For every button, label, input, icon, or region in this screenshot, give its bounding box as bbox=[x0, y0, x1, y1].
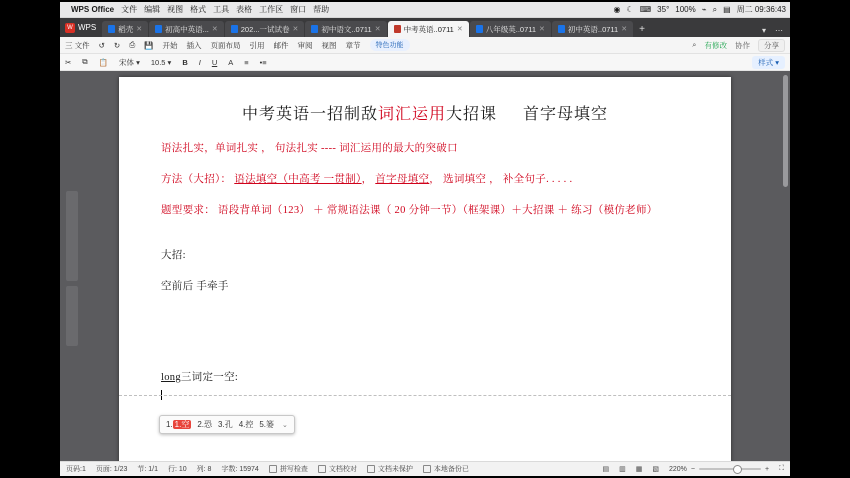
undo-icon[interactable]: ↺ bbox=[98, 40, 105, 50]
menu-edit[interactable]: 编辑 bbox=[144, 5, 161, 14]
suggestion-item-1[interactable]: 1. 1.空 bbox=[166, 420, 190, 429]
line6-rest: 三词定一空: bbox=[180, 372, 239, 383]
suggestion-item-4[interactable]: 4.控 bbox=[238, 420, 254, 429]
close-icon[interactable]: ✕ bbox=[456, 26, 463, 33]
document-canvas[interactable] bbox=[60, 71, 790, 461]
title-part2: 大招课 bbox=[446, 106, 498, 123]
backup-status[interactable] bbox=[423, 464, 469, 474]
spellcheck-icon bbox=[269, 465, 277, 473]
screen-record-icon[interactable]: ◉ bbox=[613, 5, 621, 14]
active-app-name: WPS Office bbox=[71, 5, 115, 14]
tab-item[interactable] bbox=[102, 21, 148, 37]
close-icon[interactable]: ✕ bbox=[539, 26, 545, 33]
protect-status[interactable] bbox=[367, 464, 413, 474]
control-center-icon[interactable]: ▤ bbox=[723, 5, 731, 14]
zoom-level: 220% bbox=[669, 465, 687, 473]
menu-help[interactable]: 帮助 bbox=[313, 5, 330, 14]
tab-label: 中考英语..0711 bbox=[403, 24, 454, 34]
style-gallery-button[interactable]: 样式 ▾ bbox=[752, 56, 785, 69]
bold-icon[interactable]: B bbox=[182, 57, 188, 67]
wps-window bbox=[60, 2, 790, 476]
doc-icon bbox=[311, 25, 318, 33]
ribbon-right-actions bbox=[692, 39, 785, 52]
underline-icon[interactable]: U bbox=[211, 57, 218, 67]
suggestion-item-2[interactable]: 2.恐 bbox=[197, 420, 213, 429]
macbar-status-icons bbox=[613, 4, 786, 15]
tab-review[interactable]: 审阅 bbox=[297, 40, 313, 50]
backup-label: 本地备份已 bbox=[433, 466, 469, 473]
font-size-selector[interactable]: 10.5 ▾ bbox=[150, 57, 172, 67]
close-icon[interactable]: ✕ bbox=[292, 26, 299, 33]
print-icon[interactable]: ⎙ bbox=[129, 40, 136, 49]
italic-icon[interactable]: I bbox=[198, 57, 201, 67]
tab-item[interactable] bbox=[552, 21, 633, 37]
tab-label: 八年级英..0711 bbox=[485, 24, 537, 34]
list-bullet-icon[interactable]: •≡ bbox=[259, 57, 267, 67]
spellcheck-label: 拼写检查 bbox=[279, 466, 308, 473]
backup-icon bbox=[423, 465, 431, 473]
menu-file[interactable]: 文件 bbox=[121, 5, 138, 14]
close-icon[interactable]: ✕ bbox=[374, 26, 381, 33]
font-name-selector[interactable]: 宋体 ▾ bbox=[119, 57, 140, 67]
ime-suggestion-popup[interactable] bbox=[159, 415, 295, 434]
keyboard-icon[interactable]: ⌨ bbox=[639, 5, 652, 14]
tab-start[interactable]: 开始 bbox=[162, 40, 178, 50]
page-break-line bbox=[119, 395, 731, 396]
align-left-icon[interactable]: ≡ bbox=[244, 57, 249, 67]
protect-label: 文档未保护 bbox=[377, 466, 413, 473]
tab-label: 初中英语..0711 bbox=[567, 24, 619, 34]
suggestion-item-5[interactable]: 5.篓 bbox=[259, 420, 275, 429]
doc-icon bbox=[231, 25, 238, 33]
left-panel-handle[interactable] bbox=[66, 191, 78, 281]
zoom-out-button[interactable]: − bbox=[690, 465, 695, 473]
tab-label: 稻壳 bbox=[118, 24, 134, 34]
clock-datetime[interactable]: 周二 09:36:43 bbox=[736, 5, 786, 14]
new-tab-button[interactable]: + bbox=[639, 24, 645, 35]
tab-item[interactable] bbox=[225, 21, 305, 37]
tab-label: 初中语文..0711 bbox=[321, 24, 372, 34]
line2-prefix: 方法（大招）： bbox=[161, 174, 235, 185]
mac-menu-bar bbox=[60, 2, 790, 18]
chevron-down-icon[interactable]: ⌄ bbox=[282, 421, 288, 429]
doc-line-3: 题型要求： 语段背单词（123） ＋ 常规语法课（ 20 分钟一节）（框架课）＋大招课 ＋ 练习（模仿老师） bbox=[161, 205, 658, 216]
zoom-in-button[interactable]: + bbox=[765, 465, 770, 473]
doc-icon bbox=[108, 25, 115, 33]
fullscreen-icon[interactable]: ⛶ bbox=[779, 465, 784, 472]
read-view-icon[interactable]: ▧ bbox=[652, 466, 659, 473]
tab-item-active[interactable] bbox=[388, 21, 469, 37]
wps-logo-label: WPS bbox=[78, 23, 97, 32]
title-part3: 首字母填空 bbox=[523, 106, 609, 123]
find-icon[interactable]: ⌕ bbox=[692, 40, 697, 49]
page-total-indicator[interactable]: 页面: 1/23 bbox=[95, 466, 128, 473]
tab-item[interactable] bbox=[149, 21, 224, 37]
column-indicator[interactable]: 列: 8 bbox=[196, 466, 212, 473]
file-menu-button[interactable]: 三 文件 bbox=[65, 40, 90, 50]
doc-line-4: 大招: bbox=[161, 250, 186, 261]
moon-icon[interactable]: ☾ bbox=[626, 5, 634, 14]
tab-special-features[interactable]: 特色功能 bbox=[370, 39, 410, 51]
document-tab-strip bbox=[60, 18, 790, 37]
doc-line-6 bbox=[161, 369, 701, 384]
status-bar bbox=[60, 461, 790, 476]
close-icon[interactable]: ✕ bbox=[211, 26, 218, 33]
battery-percentage[interactable]: 100% bbox=[675, 5, 696, 14]
ribbon-tabs bbox=[60, 37, 790, 54]
doc-icon bbox=[476, 25, 483, 33]
zoom-slider-knob[interactable] bbox=[733, 465, 742, 474]
zoom-control[interactable] bbox=[669, 466, 769, 473]
tab-references[interactable]: 引用 bbox=[249, 40, 265, 50]
page-number-indicator[interactable]: 页码:1 bbox=[66, 466, 86, 473]
tab-item[interactable] bbox=[470, 21, 551, 37]
left-panel-handle-2[interactable] bbox=[66, 286, 78, 346]
tab-list-icon[interactable]: ▾ bbox=[761, 26, 766, 35]
tab-section[interactable]: 章节 bbox=[345, 40, 361, 50]
close-icon[interactable]: ✕ bbox=[136, 26, 143, 33]
page-title bbox=[149, 101, 701, 124]
edit-status-badge: 有修改 bbox=[704, 40, 727, 50]
proofread-button[interactable] bbox=[318, 464, 357, 474]
share-button[interactable]: 分享 bbox=[758, 39, 785, 52]
doc-line-1: 语法扎实，单词扎实 ， 句法扎实 ---- 词汇运用的最大的突破口 bbox=[161, 143, 458, 154]
tab-view[interactable]: 视图 bbox=[321, 40, 337, 50]
doc-line-5: 空前后 手牵手 bbox=[161, 281, 229, 292]
wifi-icon[interactable]: ⌁ bbox=[701, 5, 707, 14]
proofread-label: 文档校对 bbox=[328, 466, 357, 473]
menu-window[interactable]: 窗口 bbox=[290, 5, 307, 14]
menu-view[interactable]: 视图 bbox=[167, 5, 184, 14]
menu-tools[interactable]: 工具 bbox=[213, 5, 230, 14]
document-page[interactable] bbox=[119, 77, 731, 461]
line-indicator[interactable]: 行: 10 bbox=[167, 466, 187, 473]
doc-line-2 bbox=[161, 171, 701, 186]
copy-icon[interactable]: ⧉ bbox=[82, 57, 88, 66]
outline-view-icon[interactable]: ▥ bbox=[619, 466, 626, 473]
search-icon[interactable]: ⌕ bbox=[712, 4, 718, 14]
close-icon[interactable]: ✕ bbox=[621, 26, 628, 33]
line2-underline-1: 语法填空（中高考 一贯制） bbox=[234, 174, 362, 185]
tab-insert[interactable]: 插入 bbox=[186, 40, 202, 50]
tab-label: 初高中英语... bbox=[165, 24, 209, 34]
line2-suffix: ， 选词填空 ， 补全句子. . . . . bbox=[429, 174, 573, 185]
paste-icon[interactable]: 📋 bbox=[98, 57, 108, 67]
vertical-scrollbar[interactable] bbox=[783, 75, 788, 187]
tab-label: 202...一试试卷 bbox=[240, 24, 290, 34]
suggestion-item-3[interactable]: 3.孔 bbox=[218, 420, 233, 429]
doc-icon bbox=[558, 25, 565, 33]
page-view-icon[interactable]: ▤ bbox=[602, 466, 610, 473]
menu-table[interactable]: 表格 bbox=[236, 5, 253, 14]
text-color-icon[interactable]: A bbox=[228, 57, 234, 67]
word-count[interactable]: 字数: 15974 bbox=[221, 466, 259, 473]
format-painter-icon[interactable]: ✂ bbox=[65, 57, 72, 67]
title-highlight: 词汇运用 bbox=[377, 106, 446, 123]
suggestion-highlight: 1.空 bbox=[174, 420, 190, 429]
wps-logo[interactable] bbox=[63, 18, 101, 37]
more-options-icon[interactable]: ⋯ bbox=[775, 26, 783, 35]
collaborate-button[interactable]: 协作 bbox=[735, 40, 750, 50]
zoom-slider-track[interactable] bbox=[699, 468, 761, 470]
tab-mail[interactable]: 邮件 bbox=[273, 40, 289, 50]
spellcheck-toggle[interactable] bbox=[269, 464, 308, 474]
section-indicator[interactable]: 节: 1/1 bbox=[137, 466, 158, 473]
menu-workspace[interactable]: 工作区 bbox=[259, 5, 284, 14]
tab-item[interactable] bbox=[305, 21, 386, 37]
lock-icon bbox=[367, 465, 375, 473]
proofread-icon bbox=[318, 465, 326, 473]
save-icon[interactable]: 💾 bbox=[144, 40, 154, 50]
redo-icon[interactable]: ↻ bbox=[113, 40, 121, 50]
ribbon-toolbar bbox=[60, 54, 790, 71]
menu-format[interactable]: 格式 bbox=[190, 5, 207, 14]
temperature-indicator[interactable]: 35° bbox=[657, 5, 670, 14]
web-view-icon[interactable]: ▦ bbox=[635, 466, 643, 473]
doc-icon bbox=[155, 25, 162, 33]
wps-logo-icon: W bbox=[65, 23, 75, 33]
line6-word: long bbox=[161, 372, 181, 383]
doc-icon bbox=[394, 25, 401, 33]
line2-mid: ， bbox=[361, 174, 376, 185]
title-part1: 中考英语一招制敌 bbox=[241, 106, 378, 123]
line2-underline-2: 首字母填空 bbox=[375, 174, 430, 185]
tab-page-layout[interactable]: 页面布局 bbox=[210, 40, 241, 50]
